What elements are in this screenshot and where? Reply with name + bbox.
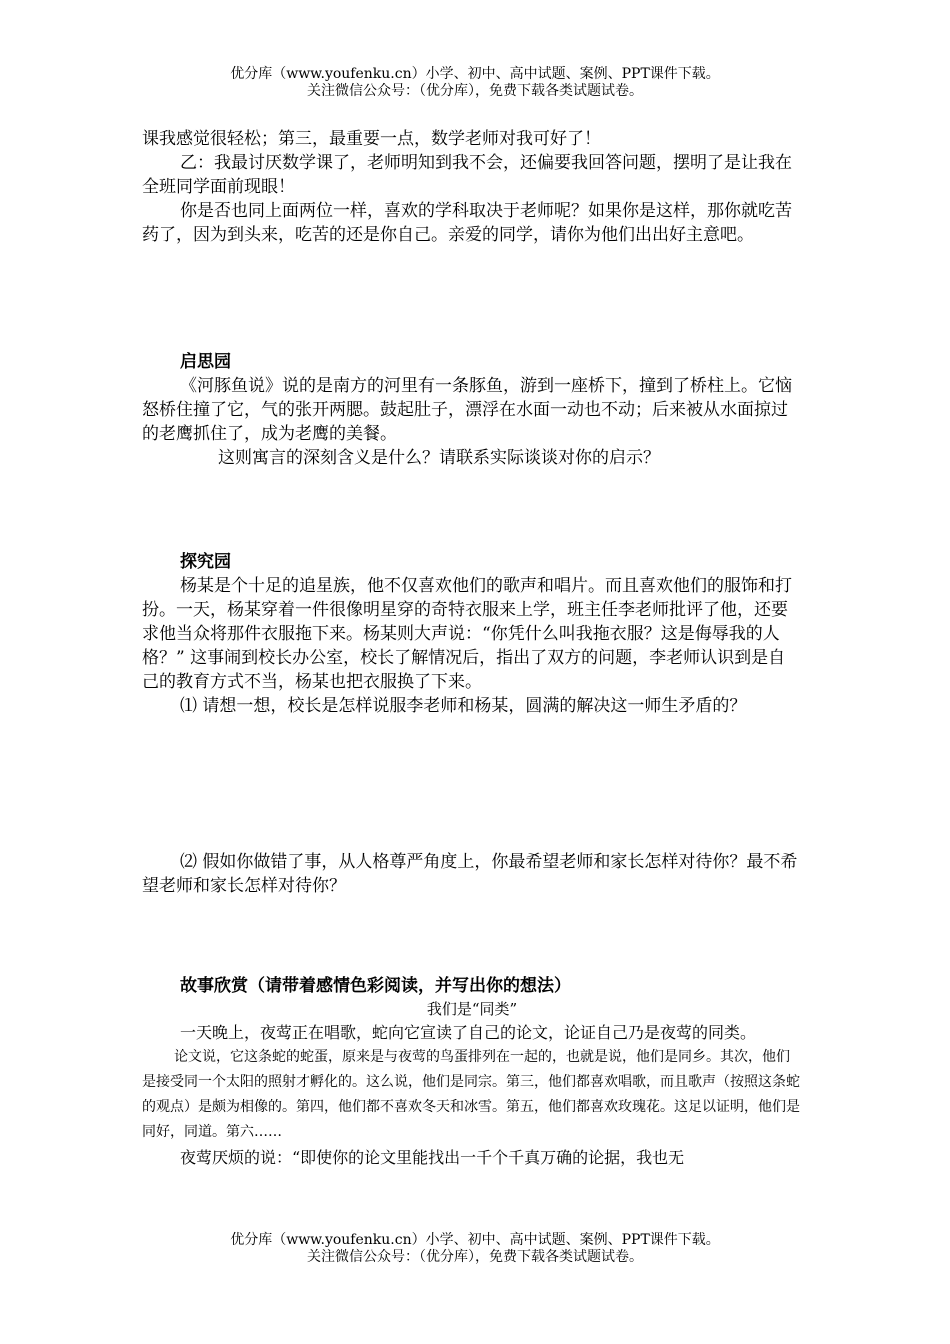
tanjiu-paragraph: 杨某是个十足的追星族，他不仅喜欢他们的歌声和唱片。而且喜欢他们的服饰和打扮。一天，杨某穿着一件很像明星穿的奇特衣服来上学，班主任李老师批评了他，还要求他当众将那件衣服拖下来。杨某则大声说：“你凭什么叫我拖衣服？这是侮辱我的人格？” 这事闹到校长办公室，校长了解情况后，指出了双方的问题，李老师认识到是自己的教育方式不当，杨某也把衣服换了下来。 <box>142 576 792 692</box>
story-paragraph-1: 一天晚上，夜莺正在唱歌，蛇向它宣读了自己的论文，论证自己乃是夜莺的同类。 <box>180 1023 757 1042</box>
intro-paragraph-2: 乙：我最讨厌数学课了，老师明知到我不会，还偏要我回答问题，摆明了是让我在全班同学面前现眼！ <box>142 153 792 197</box>
story-paragraph-3: 夜莺厌烦的说：“即使你的论文里能找出一千个千真万确的论据，我也无 <box>180 1148 685 1167</box>
story-title: 故事欣赏（请带着感情色彩阅读，并写出你的想法） <box>180 976 571 996</box>
qisi-title: 启思园 <box>180 352 231 372</box>
story-subtitle: 我们是“同类” <box>426 1000 518 1018</box>
header-line-1: 优分库（www.youfenku.cn）小学、初中、高中试题、案例、PPT课件下载。 <box>230 66 720 82</box>
intro-section <box>142 127 802 247</box>
tanjiu-question-1: ⑴ 请想一想，校长是怎样说服李老师和杨某，圆满的解决这一师生矛盾的？ <box>180 696 747 716</box>
tanjiu-title: 探究园 <box>180 552 231 572</box>
page-header <box>0 66 950 100</box>
footer-line-2: 关注微信公众号：（优分库），免费下载各类试题试卷。 <box>307 1249 643 1265</box>
tanjiu-section <box>142 550 802 718</box>
qisi-paragraph: 《河豚鱼说》说的是南方的河里有一条豚鱼，游到一座桥下，撞到了桥柱上。它恼怒桥住撞了它，气的张开两腮。鼓起肚子，漂浮在水面一动也不动；后来被从水面掠过的老鹰抓住了，成为老鹰的美餐。 <box>142 376 792 444</box>
story-section <box>142 974 802 1170</box>
qisi-section <box>142 350 802 470</box>
tanjiu-question-2: ⑵ 假如你做错了事，从人格尊严角度上，你最希望老师和家长怎样对待你？最不希望老师和家长怎样对待你？ <box>142 852 798 896</box>
story-paragraph-2: 论文说，它这条蛇的蛇蛋，原来是与夜莺的鸟蛋排列在一起的，也就是说，他们是同乡。其次，他们是接受同一个太阳的照射才孵化的。这么说，他们是同宗。第三，他们都喜欢唱歌，而且歌声（按照这条蛇的观点）是颇为相像的。第四，他们都不喜欢冬天和冰雪。第五，他们都喜欢玫瑰花。这足以证明，他们是同好，同道。第六…… <box>142 1049 800 1140</box>
footer-line-1: 优分库（www.youfenku.cn）小学、初中、高中试题、案例、PPT课件下载。 <box>230 1232 720 1248</box>
qisi-question: 这则寓言的深刻含义是什么？请联系实际谈谈对你的启示？ <box>218 448 660 468</box>
intro-paragraph-1: 课我感觉很轻松；第三，最重要一点，数学老师对我可好了！ <box>142 129 601 149</box>
tanjiu-question-2-block <box>142 850 802 898</box>
intro-paragraph-3: 你是否也同上面两位一样，喜欢的学科取决于老师呢？如果你是这样，那你就吃苦药了，因为到头来，吃苦的还是你自己。亲爱的同学，请你为他们出出好主意吧。 <box>142 201 792 245</box>
header-line-2: 关注微信公众号：（优分库），免费下载各类试题试卷。 <box>307 83 643 99</box>
page-footer <box>0 1232 950 1266</box>
